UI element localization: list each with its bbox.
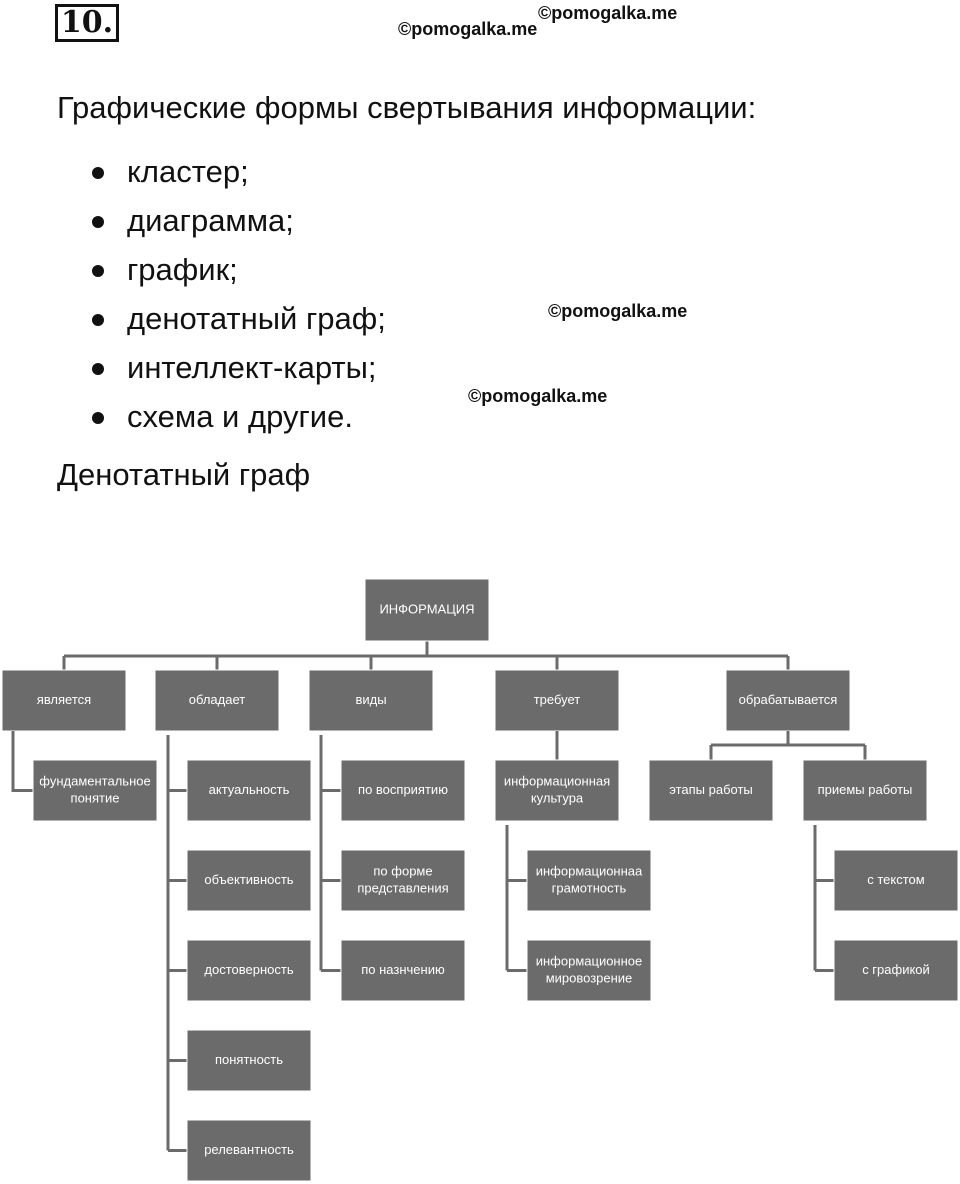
node-child	[527, 940, 651, 1001]
list-item: диаграмма;	[90, 199, 386, 248]
node-label: понятность	[214, 1051, 284, 1067]
node-child	[527, 850, 651, 911]
node-label: достоверность	[204, 961, 294, 977]
node-root	[365, 579, 489, 641]
node-label: грамотность	[551, 880, 627, 896]
node-label: с графикой	[862, 961, 930, 977]
node-label: этапы работы	[669, 781, 753, 797]
node-label: по восприятию	[358, 781, 448, 797]
node-child	[187, 940, 311, 1001]
watermark: ©pomogalka.me	[468, 386, 608, 406]
node-child	[187, 850, 311, 911]
node-label: фундаментальное	[39, 773, 151, 789]
subheading: Денотатный граф	[57, 457, 311, 492]
node-label: релевантность	[204, 1141, 294, 1157]
list-item: график;	[90, 248, 386, 297]
node-branch	[309, 670, 433, 731]
node-label: обладает	[188, 691, 246, 707]
node-sub	[803, 760, 927, 821]
node-label: является	[36, 691, 92, 707]
node-label: с текстом	[867, 871, 925, 887]
node-label: по назнчению	[361, 961, 445, 977]
node-label: обрабатывается	[738, 691, 838, 707]
node-branch	[155, 670, 279, 731]
node-sub	[495, 760, 619, 821]
node-child	[187, 1030, 311, 1091]
node-child	[187, 760, 311, 821]
task-number: 10.	[55, 4, 119, 42]
node-label: культура	[530, 790, 584, 806]
child-connector	[13, 731, 33, 791]
node-child	[834, 940, 958, 1001]
node-branch	[2, 670, 126, 731]
node-label: представления	[357, 880, 449, 896]
list-item: кластер;	[90, 150, 386, 199]
node-label: информационное	[535, 953, 643, 969]
watermark: ©pomogalka.me	[548, 301, 688, 321]
node-child	[341, 940, 465, 1001]
node-branch	[495, 670, 619, 731]
node-label: виды	[355, 691, 387, 707]
node-label: актуальность	[208, 781, 290, 797]
node-child	[341, 850, 465, 911]
node-child	[341, 760, 465, 821]
list-item: денотатный граф;	[90, 297, 386, 346]
node-label: мировозрение	[545, 970, 633, 986]
node-label: приемы работы	[817, 781, 913, 797]
list-item: интеллект-карты;	[90, 346, 386, 395]
watermark: ©pomogalka.me	[398, 19, 538, 39]
node-label: требует	[533, 691, 581, 707]
node-child	[33, 760, 157, 821]
node-label: ИНФОРМАЦИЯ	[379, 601, 475, 617]
node-label: по форме	[373, 863, 433, 879]
node-label: понятие	[70, 790, 120, 806]
node-child	[187, 1120, 311, 1181]
node-child	[834, 850, 958, 911]
list-item: схема и другие.	[90, 395, 386, 444]
heading: Графические формы свертывания информации:	[57, 90, 757, 125]
node-branch	[726, 670, 850, 731]
node-sub	[649, 760, 773, 821]
watermark: ©pomogalka.me	[538, 3, 678, 23]
node-label: информационнаа	[535, 863, 643, 879]
node-label: объективность	[204, 871, 294, 887]
node-label: информационная	[503, 773, 611, 789]
